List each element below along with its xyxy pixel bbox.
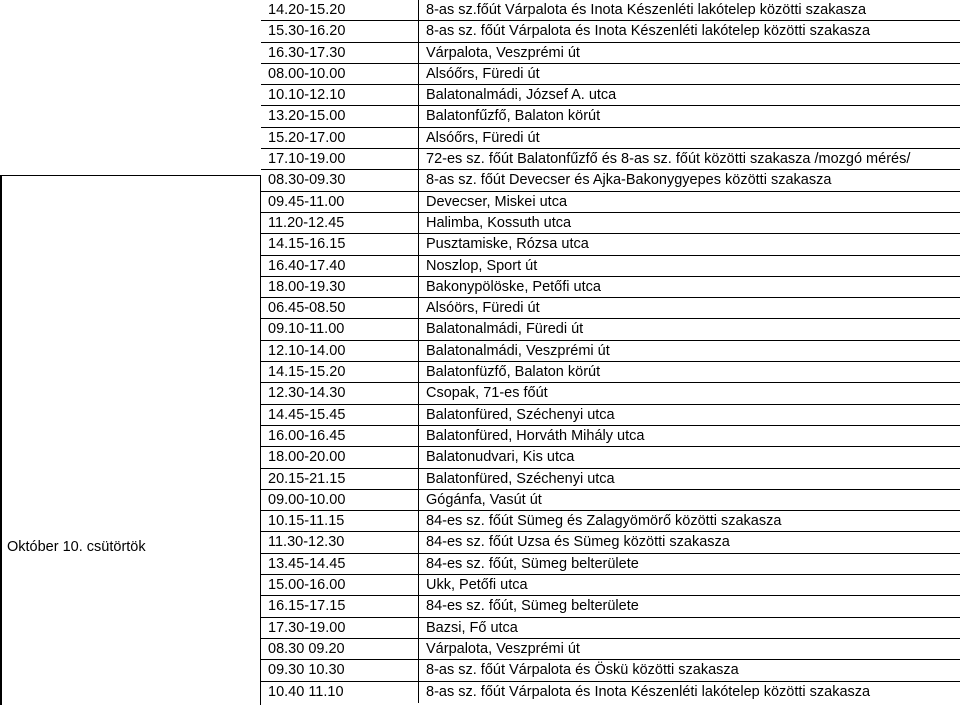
location-cell: Balatonfüzfő, Balaton körút bbox=[426, 364, 601, 381]
table-row bbox=[261, 596, 960, 617]
time-cell: 16.30-17.30 bbox=[261, 43, 419, 63]
table-row bbox=[261, 64, 960, 85]
table-row bbox=[261, 639, 960, 660]
table-row bbox=[261, 383, 960, 404]
location-cell: Devecser, Miskei utca bbox=[426, 193, 568, 210]
time-cell: 08.30 09.20 bbox=[261, 639, 419, 659]
time-cell: 14.20-15.20 bbox=[261, 0, 419, 20]
location-cell: Noszlop, Sport út bbox=[426, 257, 538, 274]
location-cell: Halimba, Kossuth utca bbox=[426, 214, 572, 231]
location-cell: Várpalota, Veszprémi út bbox=[426, 640, 580, 657]
location-cell: Pusztamiske, Rózsa utca bbox=[426, 236, 589, 253]
time-cell: 20.15-21.15 bbox=[261, 469, 419, 489]
location-cell: Balatonfüred, Horváth Mihály utca bbox=[426, 427, 645, 444]
table-row bbox=[261, 0, 960, 21]
location-cell: 84-es sz. főút, Sümeg belterülete bbox=[426, 555, 639, 572]
location-cell: Csopak, 71-es főút bbox=[426, 385, 548, 402]
table-row bbox=[261, 21, 960, 42]
location-cell: 8-as sz. főút Várpalota és Inota Készenléti lakótelep közötti szakasza bbox=[426, 683, 871, 700]
location-cell: 84-es sz. főút Uzsa és Sümeg közötti szakasza bbox=[426, 534, 730, 551]
time-cell: 09.10-11.00 bbox=[261, 319, 419, 339]
table-row bbox=[261, 511, 960, 532]
table-row bbox=[261, 554, 960, 575]
location-cell: 8-as sz. főút Devecser és Ajka-Bakonygyepes közötti szakasza bbox=[426, 172, 832, 189]
location-cell: 72-es sz. főút Balatonfűzfő és 8-as sz. főút közötti szakasza /mozgó mérés/ bbox=[426, 151, 911, 168]
day-label: Október 10. csütörtök bbox=[7, 539, 146, 555]
table-row bbox=[261, 170, 960, 191]
table-row bbox=[261, 532, 960, 553]
table-row bbox=[261, 106, 960, 127]
location-cell: Várpalota, Veszprémi út bbox=[426, 44, 580, 61]
location-cell: Gógánfa, Vasút út bbox=[426, 491, 542, 508]
time-cell: 17.30-19.00 bbox=[261, 618, 419, 638]
location-cell: 8-as sz.főút Várpalota és Inota Készenléti lakótelep közötti szakasza bbox=[426, 2, 867, 18]
table-row bbox=[261, 405, 960, 426]
table-row bbox=[261, 660, 960, 681]
day-cell bbox=[0, 175, 261, 705]
location-cell: Balatonalmádi, Veszprémi út bbox=[426, 342, 610, 359]
location-cell: Ukk, Petőfi utca bbox=[426, 577, 528, 594]
table-row bbox=[261, 341, 960, 362]
time-cell: 09.00-10.00 bbox=[261, 490, 419, 510]
location-cell: Bakonypölöske, Petőfi utca bbox=[426, 278, 601, 295]
table-row bbox=[261, 43, 960, 64]
time-cell: 18.00-20.00 bbox=[261, 447, 419, 467]
time-cell: 15.00-16.00 bbox=[261, 575, 419, 595]
table-row bbox=[261, 426, 960, 447]
time-cell: 13.20-15.00 bbox=[261, 106, 419, 126]
table-row bbox=[261, 469, 960, 490]
time-cell: 06.45-08.50 bbox=[261, 298, 419, 318]
time-cell: 10.10-12.10 bbox=[261, 85, 419, 105]
location-cell: 8-as sz. főút Várpalota és Inota Készenléti lakótelep közötti szakasza bbox=[426, 23, 871, 40]
location-cell: Balatonalmádi, Füredi út bbox=[426, 321, 584, 338]
table-row bbox=[261, 319, 960, 340]
empty-left-cell bbox=[0, 0, 261, 175]
location-cell: Balatonudvari, Kis utca bbox=[426, 449, 575, 466]
table-row bbox=[261, 256, 960, 277]
location-cell: Alsóőrs, Füredi út bbox=[426, 129, 540, 146]
table-row bbox=[261, 213, 960, 234]
table-row bbox=[261, 277, 960, 298]
time-cell: 09.30 10.30 bbox=[261, 660, 419, 680]
time-cell: 13.45-14.45 bbox=[261, 554, 419, 574]
location-cell: 84-es sz. főút, Sümeg belterülete bbox=[426, 598, 639, 615]
time-cell: 18.00-19.30 bbox=[261, 277, 419, 297]
table-row bbox=[261, 149, 960, 170]
time-cell: 08.30-09.30 bbox=[261, 170, 419, 190]
time-cell: 10.15-11.15 bbox=[261, 511, 419, 531]
time-cell: 12.10-14.00 bbox=[261, 341, 419, 361]
location-cell: Balatonfűzfő, Balaton körút bbox=[426, 108, 601, 125]
location-cell: Balatonalmádi, József A. utca bbox=[426, 87, 617, 104]
table-row bbox=[261, 575, 960, 596]
location-cell: Alsóőrs, Füredi út bbox=[426, 65, 540, 82]
table-row bbox=[261, 362, 960, 383]
time-cell: 16.15-17.15 bbox=[261, 596, 419, 616]
time-cell: 08.00-10.00 bbox=[261, 64, 419, 84]
table-row bbox=[261, 298, 960, 319]
time-cell: 09.45-11.00 bbox=[261, 192, 419, 212]
location-cell: 84-es sz. főút Sümeg és Zalagyömörő közötti szakasza bbox=[426, 513, 782, 530]
time-cell: 14.15-15.20 bbox=[261, 362, 419, 382]
location-cell: Alsóörs, Füredi út bbox=[426, 300, 540, 317]
location-cell: Balatonfüred, Széchenyi utca bbox=[426, 406, 615, 423]
table-row bbox=[261, 682, 960, 703]
time-cell: 15.20-17.00 bbox=[261, 128, 419, 148]
schedule-rows bbox=[261, 0, 960, 703]
location-cell: Balatonfüred, Széchenyi utca bbox=[426, 470, 615, 487]
table-row bbox=[261, 490, 960, 511]
table-row bbox=[261, 192, 960, 213]
location-cell: Bazsi, Fő utca bbox=[426, 619, 518, 636]
time-cell: 14.15-16.15 bbox=[261, 234, 419, 254]
table-row bbox=[261, 128, 960, 149]
time-cell: 12.30-14.30 bbox=[261, 383, 419, 403]
table-row bbox=[261, 85, 960, 106]
location-cell: 8-as sz. főút Várpalota és Öskü közötti szakasza bbox=[426, 662, 739, 679]
table-row bbox=[261, 618, 960, 639]
time-cell: 14.45-15.45 bbox=[261, 405, 419, 425]
table-row bbox=[261, 447, 960, 468]
time-cell: 11.30-12.30 bbox=[261, 532, 419, 552]
table-row bbox=[261, 234, 960, 255]
time-cell: 11.20-12.45 bbox=[261, 213, 419, 233]
time-cell: 16.40-17.40 bbox=[261, 256, 419, 276]
time-cell: 10.40 11.10 bbox=[261, 682, 419, 703]
time-cell: 17.10-19.00 bbox=[261, 149, 419, 169]
time-cell: 15.30-16.20 bbox=[261, 21, 419, 41]
time-cell: 16.00-16.45 bbox=[261, 426, 419, 446]
